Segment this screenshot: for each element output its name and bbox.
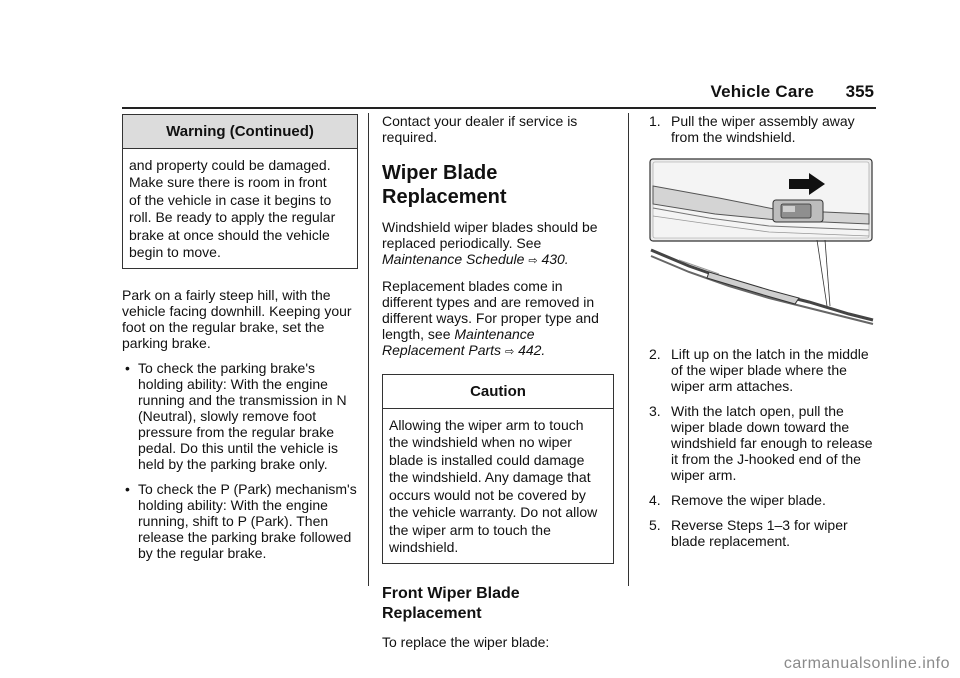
para-text: Replacement blades come in different types and are removed in different ways. For proper type and length, see: [382, 278, 599, 342]
paragraph-contact-dealer: Contact your dealer if service is required.: [382, 113, 578, 145]
para-end: .: [564, 251, 569, 267]
section-title: Vehicle Care: [710, 82, 814, 101]
heading-wiper-blade-replacement: Wiper Blade Replacement: [382, 162, 507, 208]
column-divider: [368, 113, 369, 586]
step-text: With the latch open, pull the wiper blade down toward the windshield far enough to release it from the J-hooked end of the wiper arm.: [671, 403, 873, 483]
para-text: Windshield wiper blades should be replaced periodically. See: [382, 219, 598, 251]
step-number: 2.: [649, 346, 661, 362]
paragraph-to-replace: To replace the wiper blade:: [382, 633, 550, 650]
bullet-text: To check the parking brake's holding ability: With the engine running and the transmission in N (Neutral), slowly remove foot pressure from the regular brake pedal. Do this until the vehicle is held by the parking brake only.: [138, 359, 347, 472]
para-end: .: [541, 342, 546, 358]
caution-line: the windshield when no wiper: [389, 434, 572, 451]
warning-line: brake at once should the vehicle: [129, 226, 330, 243]
warning-line: roll. Be ready to apply the regular: [129, 209, 336, 226]
step-text: Reverse Steps 1–3 for wiper blade replacement.: [671, 517, 848, 549]
bullet-mark: •: [125, 480, 130, 497]
bullet-text: To check the P (Park) mechanism's holding ability: With the engine running, shift to P (Park). Then release the parking brake followed by the regular brake.: [138, 480, 357, 561]
step-text: Remove the wiper blade.: [671, 492, 826, 508]
step-number: 5.: [649, 517, 661, 533]
page-number: 355: [845, 82, 874, 101]
warning-line: of the vehicle in case it begins to: [129, 191, 332, 208]
bullet-item: [122, 360, 358, 472]
column-2: [382, 113, 614, 659]
warning-title: Warning (Continued): [123, 115, 357, 149]
warning-line: begin to move.: [129, 244, 221, 261]
caution-title: Caution: [383, 375, 613, 409]
caution-line: the windshield. Any damage that: [389, 469, 591, 486]
page-ref-arrow-icon: ⇨: [504, 346, 515, 358]
warning-text: [123, 149, 357, 268]
step-item: [649, 492, 879, 508]
column-3: [649, 113, 879, 558]
bullet-mark: •: [125, 359, 130, 376]
warning-box: [122, 114, 358, 269]
caution-line: windshield.: [389, 539, 459, 556]
step-item: [649, 113, 879, 145]
page-ref-number[interactable]: 430: [541, 251, 565, 267]
step-number: 1.: [649, 113, 661, 129]
paragraph-replace-periodically: [382, 219, 614, 269]
link-maintenance-schedule[interactable]: Maintenance Schedule: [382, 251, 525, 267]
step-number: 3.: [649, 403, 661, 419]
caution-line: the vehicle warranty. Do not allow: [389, 504, 598, 521]
caution-line: occurs would not be covered by: [389, 486, 586, 503]
paragraph-park-on-hill: Park on a fairly steep hill, with the vehicle facing downhill. Keeping your foot on the regular brake, set the parking brake.: [122, 286, 352, 351]
step-item: [649, 346, 879, 394]
wiper-illustration-svg: [649, 158, 875, 334]
paragraph-replacement-blades: [382, 278, 614, 360]
step-text: Lift up on the latch in the middle of the wiper blade where the wiper arm attaches.: [671, 346, 869, 394]
wiper-blade-illustration: [649, 158, 875, 334]
watermark-text: carmanualsonline.info: [783, 655, 950, 672]
caution-line: blade is installed could damage: [389, 451, 585, 468]
warning-line: and property could be damaged.: [129, 157, 331, 173]
page-header: [122, 80, 876, 109]
column-divider: [628, 113, 629, 586]
column-1: [122, 114, 358, 570]
step-number: 4.: [649, 492, 661, 508]
caution-text: [383, 409, 613, 563]
step-item: [649, 403, 879, 483]
step-item: [649, 517, 879, 549]
link-maintenance-replacement-parts[interactable]: Maintenance Replacement Parts: [382, 326, 535, 358]
page-ref-number[interactable]: 442: [518, 342, 542, 358]
heading-front-wiper-blade-replacement: Front Wiper Blade Replacement: [382, 584, 520, 622]
caution-line: the wiper arm to touch the: [389, 521, 551, 538]
warning-line: Make sure there is room in front: [129, 174, 327, 191]
bullet-item: [122, 481, 358, 561]
step-text: Pull the wiper assembly away from the windshield.: [671, 113, 855, 145]
page-ref-arrow-icon: ⇨: [528, 255, 538, 267]
caution-box: [382, 374, 614, 564]
caution-line: Allowing the wiper arm to touch: [389, 417, 584, 433]
